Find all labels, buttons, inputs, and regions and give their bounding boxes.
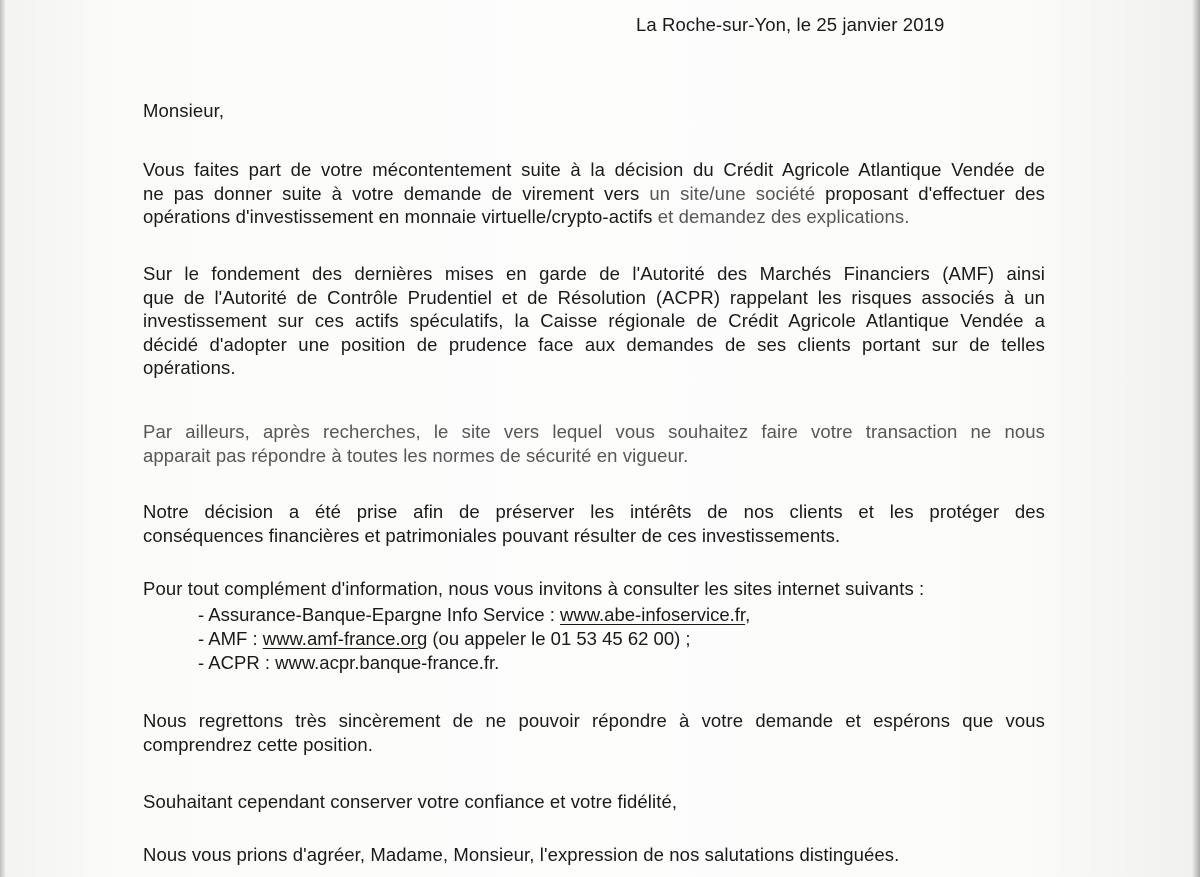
paragraph-6: Souhaitant cependant conserver votre confiance et votre fidélité, [143,791,678,812]
paragraph-1-line-1: Vous faites part de votre mécontentement suite à la décision du Crédit Agricole Atlantique Vendée de [143,159,1045,180]
paragraph-4-line-2: conséquences financières et patrimoniales pouvant résulter de ces investissements. [143,524,841,546]
paragraph-2-line-1: Sur le fondement des dernières mises en garde de l'Autorité des Marchés Financiers (AMF) ainsi [143,263,1045,284]
link-list [198,603,750,675]
paragraph-2-line-3: investissement sur ces actifs spéculatifs, la Caisse régionale de Crédit Agricole Atlantique Vendée a [143,310,1045,331]
paragraph-3-line-1: Par ailleurs, après recherches, le site vers lequel vous souhaitez faire votre transaction ne nous [143,421,1045,442]
paragraph-1-line-2c: proposant d'effectuer des [825,182,1045,204]
paragraph-4-line-1: Notre décision a été prise afin de préserver les intérêts de nos clients et les protéger des [143,501,1045,522]
paragraph-3-line-2: apparait pas répondre à toutes les normes de sécurité en vigueur. [143,444,689,466]
paragraph-2-line-4: décidé d'adopter une position de prudence face aux demandes de ses clients portant sur de telles [143,333,1045,355]
paragraph-2-line-2: que de l'Autorité de Contrôle Prudentiel et de Résolution (ACPR) rappelant les risques associés à un [143,286,1045,308]
paragraph-1-line-2 [143,182,1045,206]
paragraph-2-line-5: opérations. [143,357,236,378]
paragraph-4 [143,500,1045,547]
date-line: La Roche-sur-Yon, le 25 janvier 2019 [636,14,945,35]
paragraph-5 [143,709,1045,756]
info-intro: Pour tout complément d'information, nous vous invitons à consulter les sites internet suivants : [143,578,925,599]
link-abe-infoservice[interactable]: www.abe-infoservice.fr [559,604,746,625]
page-edge-left [0,0,6,877]
paragraph-1-line-3b: et demandez des explications. [657,206,910,227]
link-label: - Assurance-Banque-Epargne Info Service : [198,604,560,625]
link-amf-france[interactable]: www.amf-france.org [262,628,428,649]
link-item-abe [198,603,750,627]
closing-formula: Nous vous prions d'agréer, Madame, Monsieur, l'expression de nos salutations distinguées. [143,844,900,865]
link-suffix: , [745,604,751,625]
paragraph-1-line-3 [143,205,1045,229]
link-label: - AMF : [198,628,263,649]
paragraph-3 [143,420,1045,467]
page-edge-right [1192,0,1200,877]
link-item-amf [198,627,750,651]
link-label: - ACPR : [198,652,276,673]
link-suffix: (ou appeler le 01 53 45 62 00) ; [427,628,691,649]
paragraph-5-line-1: Nous regrettons très sincèrement de ne pouvoir répondre à votre demande et espérons que vous [143,710,1045,731]
link-suffix: . [494,652,500,673]
link-item-acpr [198,651,750,675]
paragraph-2 [143,262,1045,380]
paragraph-1-line-3a: opérations d'investissement en monnaie virtuelle/crypto-actifs [143,206,653,227]
paragraph-1-line-2b: un site/une société [649,182,816,204]
paragraph-5-line-2: comprendrez cette position. [143,733,373,755]
paragraph-1 [143,158,1045,229]
salutation: Monsieur, [143,100,225,121]
paragraph-1-line-2a: ne pas donner suite à votre demande de virement vers [143,182,640,204]
link-acpr[interactable]: www.acpr.banque-france.fr [275,652,495,673]
